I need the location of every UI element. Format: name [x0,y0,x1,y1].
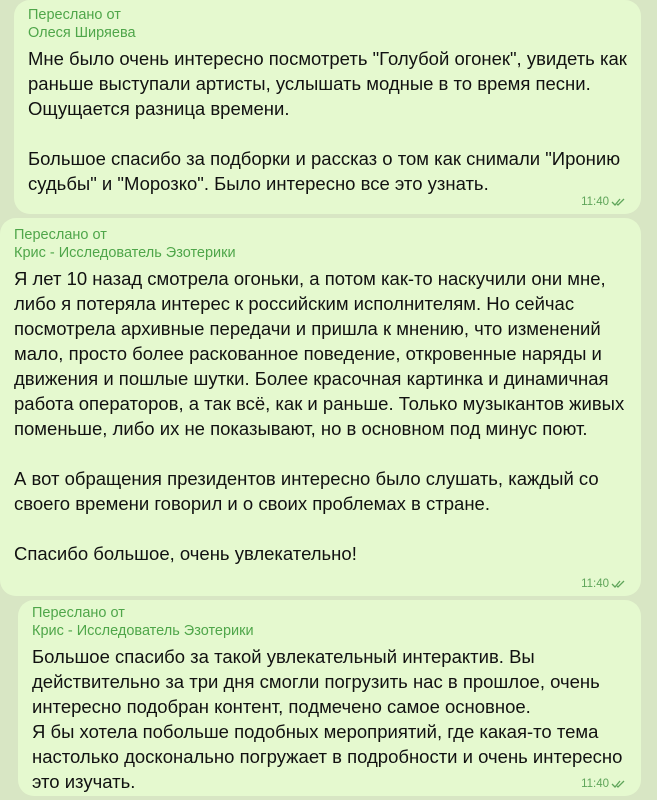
message-time: 11:40 [581,778,609,790]
forwarded-author[interactable]: Крис - Исследователь Эзотерики [32,623,254,639]
forwarded-label: Переслано от [32,605,125,621]
message-bubble-1[interactable] [14,0,641,214]
message-paragraph: А вот обращения президентов интересно было слушать, каждый со своего времени говорил и о своих проблемах в стране. [14,468,599,514]
message-paragraph: Мне было очень интересно посмотреть "Голубой огонек", увидеть как раньше выступали артисты, услышать модные в то время песни. Ощущается разница времени. [28,48,627,119]
message-paragraph: Спасибо большое, очень увлекательно! [14,543,357,564]
forwarded-author[interactable]: Олеся Ширяева [28,25,136,41]
double-check-icon [611,779,627,789]
message-meta [581,578,627,590]
message-text [14,266,627,566]
message-bubble-3[interactable] [18,600,641,796]
message-meta [581,778,627,790]
forwarded-label: Переслано от [14,227,107,243]
message-paragraph: Большое спасибо за такой увлекательный интерактив. Вы действительно за три дня смогли погрузить нас в прошлое, очень интересно подобран контент, подмечено самое основное. Я бы хотела побольше подобных мероприятий, где какая-то тема настолько досконально погружает в подробности и очень интересно это изучать. [32,646,623,792]
message-paragraph: Я лет 10 назад смотрела огоньки, а потом как-то наскучили они мне, либо я потеряла интерес к российским исполнителям. Но сейчас посмотрела архивные передачи и пришла к мнению, что изменений мало, просто более раскованное поведение, откровенные наряды и движения и пошлые шутки. Более красочная картинка и динамичная работа операторов, а так всё, как и раньше. Только музыкантов живых поменьше, либо их не показывают, но в основном под минус поют. [14,268,625,439]
message-paragraph: Большое спасибо за подборки и рассказ о том как снимали "Иронию судьбы" и "Морозко". Было интересно все это узнать. [28,148,621,194]
message-meta [581,196,627,208]
double-check-icon [611,579,627,589]
double-check-icon [611,197,627,207]
forwarded-author[interactable]: Крис - Исследователь Эзотерики [14,245,236,261]
message-time: 11:40 [581,196,609,208]
message-text [28,46,627,196]
message-time: 11:40 [581,578,609,590]
message-text [32,644,627,794]
message-bubble-2[interactable] [0,218,641,596]
forwarded-label: Переслано от [28,7,121,23]
